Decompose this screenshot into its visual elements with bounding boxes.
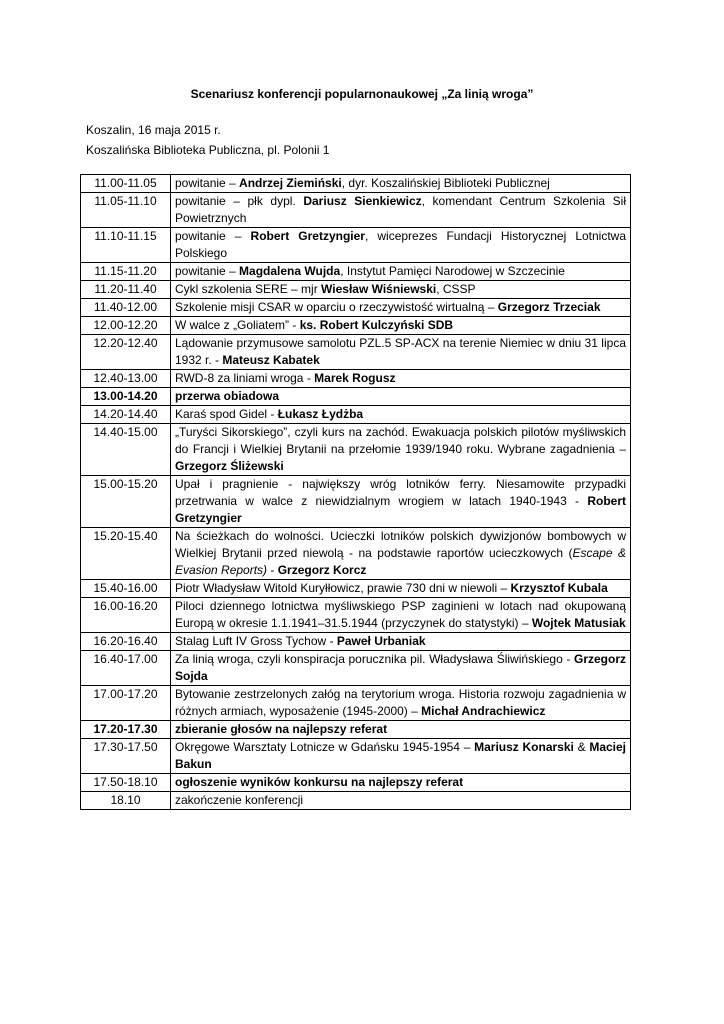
- agenda-row: [81, 739, 631, 774]
- speaker-name: ogłoszenie wyników konkursu na najlepszy referat: [175, 775, 464, 789]
- agenda-description: [171, 598, 631, 633]
- speaker-name: ks. Robert Kulczyński SDB: [299, 318, 454, 332]
- agenda-row: [81, 193, 631, 228]
- document-title: Scenariusz konferencji popularnonaukowej „Za linią wroga”: [190, 87, 534, 101]
- agenda-text: , komendant Centrum Szkolenia Sił Powietrznych: [175, 194, 626, 225]
- agenda-row: [81, 651, 631, 686]
- agenda-time: 16.00-16.20: [81, 598, 171, 633]
- agenda-description: [171, 528, 631, 580]
- agenda-text: Piotr Władysław Witold Kuryłłowicz, prawie 730 dni w niewoli –: [175, 581, 511, 595]
- agenda-row: [81, 792, 631, 810]
- agenda-description: [171, 651, 631, 686]
- agenda-row: [81, 175, 631, 193]
- agenda-text: Bytowanie zestrzelonych załóg na terytorium wroga. Historia rozwoju zagadnienia w różnych armiach, wyposażenie (1945-2000) –: [175, 687, 626, 718]
- agenda-text: zakończenie konferencji: [175, 793, 304, 807]
- speaker-name: Andrzej Ziemiński: [239, 176, 342, 190]
- agenda-row: [81, 317, 631, 335]
- agenda-time: 11.10-11.15: [81, 228, 171, 263]
- agenda-time: 15.00-15.20: [81, 476, 171, 528]
- speaker-name: Marek Rogusz: [314, 371, 396, 385]
- agenda-text: Karaś spod Gidel -: [175, 407, 278, 421]
- speaker-name: Wiesław Wiśniewski: [321, 282, 437, 296]
- agenda-description: [171, 739, 631, 774]
- agenda-row: [81, 528, 631, 580]
- agenda-row: [81, 228, 631, 263]
- agenda-description: [171, 424, 631, 476]
- speaker-name: Łukasz Łydżba: [277, 407, 364, 421]
- speaker-name: Grzegorz Sojda: [175, 652, 626, 683]
- venue-line: Koszalińska Biblioteka Publiczna, pl. Polonii 1: [86, 143, 330, 157]
- agenda-description: [171, 580, 631, 598]
- document-meta: [86, 120, 329, 160]
- agenda-text: „Turyści Sikorskiego”, czyli kurs na zachód. Ewakuacja polskich pilotów myśliwskich do Francji i Wielkiej Brytanii na przełomie 1939/1940 roku. Wybrane zagadnienia –: [175, 425, 626, 456]
- agenda-time: 11.15-11.20: [81, 263, 171, 281]
- agenda-time: 17.30-17.50: [81, 739, 171, 774]
- agenda-text: powitanie –: [175, 264, 240, 278]
- agenda-table: [80, 174, 631, 810]
- agenda-time: 18.10: [81, 792, 171, 810]
- agenda-description: [171, 299, 631, 317]
- agenda-text: , CSSP: [436, 282, 476, 296]
- agenda-description: [171, 406, 631, 424]
- speaker-name: Magdalena Wujda: [239, 264, 341, 278]
- speaker-name: Maciej Bakun: [175, 740, 627, 771]
- agenda-row: [81, 633, 631, 651]
- agenda-text: przerwa obiadowa: [175, 389, 280, 403]
- agenda-text: W walce z „Goliatem” -: [175, 318, 300, 332]
- agenda-text: Szkolenie misji CSAR w oparciu o rzeczywistość wirtualną –: [175, 300, 498, 314]
- agenda-time: 17.20-17.30: [81, 721, 171, 739]
- agenda-time: 11.40-12.00: [81, 299, 171, 317]
- agenda-description: [171, 388, 631, 406]
- agenda-time: 11.20-11.40: [81, 281, 171, 299]
- speaker-name: Paweł Urbaniak: [336, 634, 426, 648]
- agenda-row: [81, 263, 631, 281]
- agenda-row: [81, 388, 631, 406]
- agenda-text: Escape & Evasion Reports): [175, 546, 626, 577]
- agenda-row: [81, 721, 631, 739]
- agenda-description: [171, 317, 631, 335]
- agenda-time: 12.00-12.20: [81, 317, 171, 335]
- agenda-description: [171, 721, 631, 739]
- agenda-time: 12.40-13.00: [81, 370, 171, 388]
- agenda-description: [171, 633, 631, 651]
- agenda-time: 11.00-11.05: [81, 175, 171, 193]
- agenda-description: [171, 175, 631, 193]
- agenda-row: [81, 281, 631, 299]
- speaker-name: Mateusz Kabatek: [222, 353, 320, 367]
- agenda-text: , wiceprezes Fundacji Historycznej Lotnictwa Polskiego: [175, 229, 627, 260]
- agenda-text: Lądowanie przymusowe samolotu PZL.5 SP-ACX na terenie Niemiec w dniu 31 lipca 1932 r. -: [175, 336, 626, 367]
- agenda-time: 14.40-15.00: [81, 424, 171, 476]
- agenda-time: 13.00-14.20: [81, 388, 171, 406]
- agenda-row: [81, 370, 631, 388]
- agenda-description: [171, 228, 631, 263]
- agenda-description: [171, 370, 631, 388]
- speaker-name: Krzysztof Kubala: [510, 581, 608, 595]
- agenda-description: [171, 193, 631, 228]
- agenda-text: Na ścieżkach do wolności. Ucieczki lotników polskich dywizjonów bombowych w Wielkiej Brytanii przed niewolą - na podstawie raportów ucieczkowych (: [175, 529, 626, 560]
- agenda-text: Upał i pragnienie - największy wróg lotników ferry. Niesamowite przypadki przetrwania w walce z niewidzialnym wrogiem w latach 1940-1943 -: [175, 477, 626, 508]
- agenda-time: 11.05-11.10: [81, 193, 171, 228]
- agenda-text: RWD-8 za liniami wroga -: [175, 371, 315, 385]
- speaker-name: Michał Andrachiewicz: [421, 704, 546, 718]
- agenda-text: powitanie –: [175, 229, 251, 243]
- agenda-row: [81, 406, 631, 424]
- agenda-row: [81, 580, 631, 598]
- speaker-name: Wojtek Matusiak: [531, 616, 626, 630]
- speaker-name: Grzegorz Śliżewski: [175, 459, 284, 473]
- agenda-text: powitanie – płk dypl.: [175, 194, 304, 208]
- agenda-time: 16.40-17.00: [81, 651, 171, 686]
- speaker-name: Robert Gretzyngier: [250, 229, 365, 243]
- agenda-description: [171, 476, 631, 528]
- agenda-text: Okręgowe Warsztaty Lotnicze w Gdańsku 1945-1954 –: [175, 740, 475, 754]
- agenda-row: [81, 598, 631, 633]
- agenda-row: [81, 476, 631, 528]
- agenda-text: Za linią wroga, czyli konspiracja porucznika pil. Władysława Śliwińskiego -: [175, 652, 574, 666]
- agenda-text: Cykl szkolenia SERE – mjr: [175, 282, 322, 296]
- agenda-text: powitanie –: [175, 176, 240, 190]
- agenda-description: [171, 686, 631, 721]
- agenda-row: [81, 424, 631, 476]
- speaker-name: Grzegorz Korcz: [277, 563, 367, 577]
- agenda-time: 12.20-12.40: [81, 335, 171, 370]
- agenda-description: [171, 335, 631, 370]
- agenda-text: Stalag Luft IV Gross Tychow -: [175, 634, 337, 648]
- agenda-description: [171, 263, 631, 281]
- agenda-description: [171, 774, 631, 792]
- agenda-row: [81, 335, 631, 370]
- agenda-text: zbieranie głosów na najlepszy referat: [175, 722, 388, 736]
- agenda-description: [171, 281, 631, 299]
- agenda-time: 16.20-16.40: [81, 633, 171, 651]
- agenda-row: [81, 299, 631, 317]
- agenda-text: &: [573, 740, 590, 754]
- agenda-time: 15.20-15.40: [81, 528, 171, 580]
- agenda-time: 17.00-17.20: [81, 686, 171, 721]
- agenda-row: [81, 774, 631, 792]
- agenda-time: 14.20-14.40: [81, 406, 171, 424]
- agenda-text: , Instytut Pamięci Narodowej w Szczecinie: [340, 264, 565, 278]
- agenda-text: , dyr. Koszalińskiej Biblioteki Publicznej: [341, 176, 550, 190]
- speaker-name: Grzegorz Trzeciak: [497, 300, 601, 314]
- speaker-name: Robert Gretzyngier: [175, 494, 626, 525]
- agenda-body: [81, 175, 631, 810]
- agenda-row: [81, 686, 631, 721]
- speaker-name: Mariusz Konarski: [474, 740, 574, 754]
- agenda-time: 17.50-18.10: [81, 774, 171, 792]
- date-line: Koszalin, 16 maja 2015 r.: [86, 123, 221, 137]
- agenda-text: -: [267, 563, 278, 577]
- agenda-time: 15.40-16.00: [81, 580, 171, 598]
- agenda-description: [171, 792, 631, 810]
- speaker-name: Dariusz Sienkiewicz: [303, 194, 422, 208]
- agenda-text: Piloci dziennego lotnictwa myśliwskiego PSP zaginieni w lotach nad okupowaną Europą w okresie 1.1.1941–31.5.1944 (przyczynek do statystyki) –: [175, 599, 626, 630]
